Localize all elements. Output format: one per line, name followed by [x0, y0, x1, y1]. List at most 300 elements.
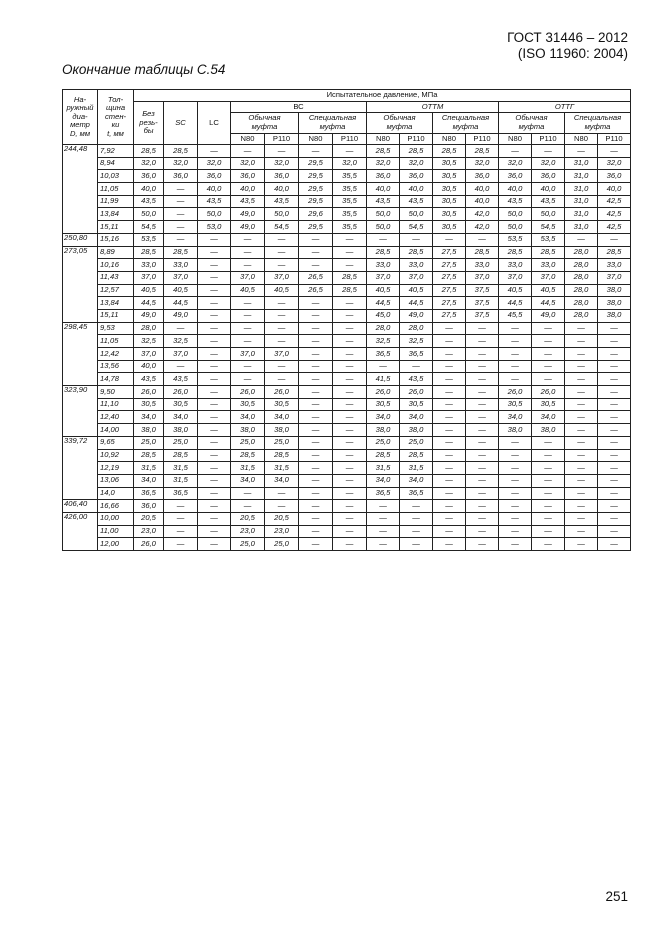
- cell-pressure: 38,0: [134, 424, 164, 437]
- cell-pressure: —: [299, 322, 333, 335]
- cell-pressure: —: [299, 449, 333, 462]
- cell-pressure: —: [299, 500, 333, 513]
- cell-pressure: 28,5: [231, 449, 265, 462]
- cell-pressure: —: [565, 233, 598, 246]
- cell-pressure: 34,0: [400, 474, 433, 487]
- cell-pressure: —: [164, 538, 198, 551]
- cell-pressure: —: [565, 373, 598, 386]
- cell-pressure: 33,0: [499, 259, 532, 272]
- cell-pressure: —: [565, 322, 598, 335]
- table-row: [63, 360, 631, 373]
- cell-pressure: —: [333, 525, 367, 538]
- cell-pressure: —: [565, 360, 598, 373]
- cell-pressure: —: [598, 360, 631, 373]
- cell-pressure: —: [433, 411, 466, 424]
- cell-pressure: 50,0: [367, 221, 400, 234]
- cell-pressure: —: [532, 360, 565, 373]
- cell-pressure: —: [466, 487, 499, 500]
- cell-thickness: 15,16: [98, 233, 134, 246]
- cell-pressure: —: [499, 474, 532, 487]
- diameter-line-1: На-: [73, 94, 87, 104]
- cell-pressure: —: [532, 436, 565, 449]
- sub-header-regular: Обычная муфта: [499, 113, 565, 134]
- grade-p110: P110: [333, 134, 367, 145]
- table-row: [63, 436, 631, 449]
- cell-pressure: 40,0: [466, 183, 499, 196]
- cell-pressure: 25,0: [134, 436, 164, 449]
- cell-pressure: 33,0: [367, 259, 400, 272]
- cell-pressure: 34,0: [499, 411, 532, 424]
- cell-pressure: 28,5: [333, 284, 367, 297]
- no-thread-line-1: Без: [142, 109, 155, 119]
- cell-pressure: 36,5: [134, 487, 164, 500]
- cell-pressure: —: [231, 246, 265, 259]
- cell-pressure: —: [466, 348, 499, 361]
- table-row: [63, 221, 631, 234]
- cell-pressure: 28,0: [565, 309, 598, 322]
- cell-pressure: 50,0: [532, 208, 565, 221]
- cell-pressure: —: [164, 525, 198, 538]
- cell-pressure: 50,0: [134, 208, 164, 221]
- cell-pressure: 50,0: [265, 208, 299, 221]
- cell-pressure: 50,0: [367, 208, 400, 221]
- cell-pressure: —: [433, 449, 466, 462]
- cell-pressure: 32,0: [499, 157, 532, 170]
- cell-pressure: 37,0: [499, 271, 532, 284]
- cell-pressure: —: [231, 233, 265, 246]
- cell-pressure: 44,5: [134, 297, 164, 310]
- cell-pressure: 50,0: [198, 208, 231, 221]
- table-caption: Окончание таблицы С.54: [62, 62, 226, 77]
- cell-pressure: —: [565, 411, 598, 424]
- cell-pressure: 27,5: [433, 297, 466, 310]
- cell-pressure: 28,0: [565, 297, 598, 310]
- cell-pressure: —: [433, 462, 466, 475]
- cell-pressure: 26,5: [299, 284, 333, 297]
- cell-thickness: 8,89: [98, 246, 134, 259]
- cell-pressure: —: [265, 500, 299, 513]
- cell-pressure: 43,5: [367, 195, 400, 208]
- cell-pressure: 29,5: [299, 183, 333, 196]
- col-header-diameter: [63, 90, 98, 145]
- cell-pressure: 49,0: [400, 309, 433, 322]
- cell-pressure: 26,0: [265, 386, 299, 399]
- cell-pressure: 44,5: [499, 297, 532, 310]
- cell-pressure: —: [565, 348, 598, 361]
- cell-pressure: 40,5: [231, 284, 265, 297]
- cell-pressure: 38,0: [532, 424, 565, 437]
- cell-pressure: 40,5: [367, 284, 400, 297]
- no-thread-line-2: резь-: [139, 117, 158, 127]
- cell-pressure: —: [433, 525, 466, 538]
- cell-pressure: —: [367, 512, 400, 525]
- cell-pressure: 28,0: [565, 246, 598, 259]
- cell-pressure: 28,5: [265, 449, 299, 462]
- cell-pressure: 49,0: [231, 208, 265, 221]
- table-row: [63, 297, 631, 310]
- cell-pressure: —: [565, 538, 598, 551]
- cell-pressure: 37,0: [231, 348, 265, 361]
- table-row: [63, 386, 631, 399]
- cell-pressure: —: [231, 335, 265, 348]
- cell-pressure: —: [532, 335, 565, 348]
- cell-pressure: 26,5: [299, 271, 333, 284]
- cell-pressure: 30,5: [532, 398, 565, 411]
- cell-pressure: —: [333, 398, 367, 411]
- cell-thickness: 13,84: [98, 297, 134, 310]
- cell-pressure: —: [532, 373, 565, 386]
- cell-pressure: —: [433, 322, 466, 335]
- grade-p110: P110: [598, 134, 631, 145]
- cell-pressure: —: [466, 538, 499, 551]
- cell-pressure: 32,0: [198, 157, 231, 170]
- cell-pressure: —: [265, 309, 299, 322]
- cell-pressure: 34,0: [231, 411, 265, 424]
- cell-pressure: —: [598, 538, 631, 551]
- cell-pressure: —: [466, 449, 499, 462]
- cell-pressure: 32,0: [265, 157, 299, 170]
- cell-pressure: 40,0: [400, 183, 433, 196]
- cell-pressure: —: [565, 474, 598, 487]
- cell-pressure: —: [499, 335, 532, 348]
- cell-pressure: 33,0: [164, 259, 198, 272]
- cell-pressure: 32,0: [367, 157, 400, 170]
- cell-thickness: 10,16: [98, 259, 134, 272]
- cell-pressure: —: [466, 512, 499, 525]
- col-header-lc: LC: [198, 102, 231, 145]
- cell-pressure: —: [367, 538, 400, 551]
- cell-pressure: 32,0: [466, 157, 499, 170]
- cell-pressure: —: [433, 474, 466, 487]
- table-row: [63, 246, 631, 259]
- cell-pressure: —: [466, 525, 499, 538]
- grade-n80: N80: [299, 134, 333, 145]
- grade-n80: N80: [433, 134, 466, 145]
- cell-thickness: 11,99: [98, 195, 134, 208]
- cell-pressure: —: [367, 500, 400, 513]
- thickness-line-1: Тол-: [107, 94, 124, 104]
- cell-pressure: 31,5: [134, 462, 164, 475]
- cell-pressure: 40,5: [499, 284, 532, 297]
- table-row: [63, 335, 631, 348]
- cell-thickness: 11,00: [98, 525, 134, 538]
- cell-pressure: —: [433, 500, 466, 513]
- cell-pressure: 44,5: [532, 297, 565, 310]
- cell-pressure: 32,5: [367, 335, 400, 348]
- cell-pressure: —: [299, 259, 333, 272]
- cell-pressure: 36,0: [134, 500, 164, 513]
- cell-pressure: —: [433, 373, 466, 386]
- cell-pressure: —: [299, 145, 333, 158]
- cell-pressure: 49,0: [164, 309, 198, 322]
- cell-pressure: 40,0: [598, 183, 631, 196]
- cell-pressure: —: [598, 233, 631, 246]
- cell-pressure: —: [433, 398, 466, 411]
- cell-pressure: 28,0: [565, 284, 598, 297]
- cell-pressure: —: [598, 348, 631, 361]
- iso-reference: (ISO 11960: 2004): [517, 46, 628, 61]
- cell-pressure: 30,5: [433, 208, 466, 221]
- table-row: [63, 183, 631, 196]
- cell-pressure: 28,5: [164, 145, 198, 158]
- cell-thickness: 16,66: [98, 500, 134, 513]
- cell-pressure: —: [333, 436, 367, 449]
- table-row: [63, 195, 631, 208]
- cell-pressure: 49,0: [231, 221, 265, 234]
- cell-pressure: —: [499, 462, 532, 475]
- table-row: [63, 474, 631, 487]
- cell-thickness: 10,92: [98, 449, 134, 462]
- cell-pressure: 28,5: [164, 246, 198, 259]
- cell-pressure: 43,5: [499, 195, 532, 208]
- cell-pressure: —: [400, 512, 433, 525]
- cell-pressure: 33,0: [532, 259, 565, 272]
- cell-pressure: 28,0: [367, 322, 400, 335]
- cell-diameter: 244,48: [63, 145, 98, 234]
- cell-pressure: 28,5: [400, 246, 433, 259]
- cell-pressure: 25,0: [265, 436, 299, 449]
- cell-pressure: 35,5: [333, 208, 367, 221]
- cell-pressure: 40,0: [265, 183, 299, 196]
- table-row: [63, 208, 631, 221]
- cell-pressure: —: [466, 436, 499, 449]
- cell-thickness: 15,11: [98, 309, 134, 322]
- cell-pressure: 36,5: [367, 487, 400, 500]
- cell-pressure: —: [164, 360, 198, 373]
- cell-pressure: —: [333, 348, 367, 361]
- cell-pressure: —: [598, 500, 631, 513]
- cell-thickness: 12,40: [98, 411, 134, 424]
- cell-pressure: —: [532, 474, 565, 487]
- cell-pressure: —: [499, 538, 532, 551]
- cell-pressure: 28,5: [134, 246, 164, 259]
- cell-pressure: —: [532, 525, 565, 538]
- cell-pressure: 31,5: [265, 462, 299, 475]
- cell-pressure: —: [598, 398, 631, 411]
- cell-pressure: 43,5: [134, 373, 164, 386]
- cell-pressure: —: [499, 373, 532, 386]
- cell-pressure: 43,5: [400, 373, 433, 386]
- cell-pressure: 37,0: [367, 271, 400, 284]
- cell-pressure: —: [198, 348, 231, 361]
- cell-pressure: 33,0: [466, 259, 499, 272]
- cell-pressure: 43,5: [400, 195, 433, 208]
- cell-pressure: 40,0: [466, 195, 499, 208]
- cell-pressure: 33,0: [400, 259, 433, 272]
- cell-pressure: —: [299, 360, 333, 373]
- cell-pressure: 26,0: [367, 386, 400, 399]
- table-row: [63, 322, 631, 335]
- table-row: [63, 271, 631, 284]
- cell-pressure: 53,0: [198, 221, 231, 234]
- table-row: [63, 259, 631, 272]
- cell-pressure: —: [499, 512, 532, 525]
- cell-pressure: —: [333, 424, 367, 437]
- cell-pressure: —: [466, 424, 499, 437]
- cell-pressure: 28,5: [333, 271, 367, 284]
- cell-pressure: —: [299, 487, 333, 500]
- cell-pressure: 26,0: [164, 386, 198, 399]
- cell-pressure: 43,5: [532, 195, 565, 208]
- cell-thickness: 11,05: [98, 335, 134, 348]
- cell-pressure: 38,0: [400, 424, 433, 437]
- cell-pressure: —: [231, 360, 265, 373]
- cell-pressure: 36,0: [134, 170, 164, 183]
- cell-pressure: 50,0: [499, 208, 532, 221]
- cell-pressure: —: [198, 398, 231, 411]
- cell-pressure: 50,0: [499, 221, 532, 234]
- group-header-ottg: ОТТГ: [499, 102, 631, 113]
- cell-pressure: —: [164, 221, 198, 234]
- cell-pressure: 27,5: [433, 259, 466, 272]
- cell-pressure: —: [532, 322, 565, 335]
- cell-pressure: —: [299, 348, 333, 361]
- cell-pressure: —: [198, 145, 231, 158]
- cell-pressure: —: [198, 500, 231, 513]
- cell-thickness: 7,92: [98, 145, 134, 158]
- cell-pressure: —: [565, 512, 598, 525]
- grade-p110: P110: [265, 134, 299, 145]
- cell-pressure: —: [532, 500, 565, 513]
- cell-pressure: —: [598, 449, 631, 462]
- cell-pressure: —: [231, 309, 265, 322]
- cell-pressure: —: [333, 538, 367, 551]
- cell-pressure: —: [231, 373, 265, 386]
- cell-pressure: —: [198, 259, 231, 272]
- cell-pressure: —: [598, 322, 631, 335]
- cell-pressure: —: [433, 424, 466, 437]
- cell-pressure: —: [265, 246, 299, 259]
- cell-pressure: 34,0: [367, 474, 400, 487]
- thickness-line-4: ки: [111, 120, 120, 130]
- cell-pressure: 40,0: [367, 183, 400, 196]
- document-header: [507, 30, 628, 62]
- cell-pressure: 31,5: [164, 474, 198, 487]
- cell-thickness: 14,00: [98, 424, 134, 437]
- cell-pressure: 25,0: [231, 538, 265, 551]
- cell-pressure: —: [299, 309, 333, 322]
- cell-pressure: 44,5: [400, 297, 433, 310]
- cell-pressure: —: [333, 512, 367, 525]
- cell-pressure: —: [265, 145, 299, 158]
- cell-thickness: 8,94: [98, 157, 134, 170]
- cell-pressure: 28,5: [367, 449, 400, 462]
- cell-pressure: —: [231, 487, 265, 500]
- cell-pressure: 40,0: [499, 183, 532, 196]
- cell-pressure: —: [198, 487, 231, 500]
- cell-thickness: 9,53: [98, 322, 134, 335]
- diameter-line-5: D, мм: [69, 128, 91, 138]
- cell-pressure: —: [333, 373, 367, 386]
- cell-pressure: —: [299, 512, 333, 525]
- cell-pressure: 30,5: [265, 398, 299, 411]
- cell-pressure: 43,5: [231, 195, 265, 208]
- table-row: [63, 538, 631, 551]
- cell-pressure: —: [400, 233, 433, 246]
- cell-pressure: 50,0: [400, 208, 433, 221]
- cell-pressure: 30,5: [433, 221, 466, 234]
- cell-pressure: 42,5: [598, 195, 631, 208]
- cell-pressure: 43,5: [198, 195, 231, 208]
- cell-pressure: 28,5: [400, 449, 433, 462]
- cell-pressure: 38,0: [598, 297, 631, 310]
- cell-pressure: —: [466, 322, 499, 335]
- cell-pressure: 42,5: [598, 221, 631, 234]
- cell-pressure: —: [198, 360, 231, 373]
- cell-pressure: —: [265, 487, 299, 500]
- cell-pressure: 36,0: [231, 170, 265, 183]
- cell-pressure: —: [333, 335, 367, 348]
- cell-pressure: 35,5: [333, 183, 367, 196]
- cell-pressure: 36,0: [598, 170, 631, 183]
- cell-diameter: 250,80: [63, 233, 98, 246]
- cell-pressure: 37,0: [400, 271, 433, 284]
- cell-pressure: 37,5: [466, 297, 499, 310]
- cell-pressure: 23,0: [231, 525, 265, 538]
- grade-p110: P110: [532, 134, 565, 145]
- cell-pressure: 37,0: [466, 271, 499, 284]
- cell-pressure: 20,5: [231, 512, 265, 525]
- cell-pressure: —: [333, 145, 367, 158]
- cell-pressure: —: [164, 512, 198, 525]
- cell-diameter: 339,72: [63, 436, 98, 499]
- cell-pressure: —: [598, 373, 631, 386]
- sub-header-special: Специальная муфта: [433, 113, 499, 134]
- cell-pressure: —: [231, 259, 265, 272]
- cell-pressure: 38,0: [598, 284, 631, 297]
- col-header-sc: SC: [164, 102, 198, 145]
- cell-pressure: 40,0: [134, 360, 164, 373]
- col-header-no-thread: [134, 102, 164, 145]
- cell-pressure: 43,5: [164, 373, 198, 386]
- cell-pressure: 28,5: [499, 246, 532, 259]
- cell-pressure: —: [333, 309, 367, 322]
- cell-pressure: 45,0: [367, 309, 400, 322]
- cell-pressure: 29,5: [299, 157, 333, 170]
- cell-pressure: 30,5: [134, 398, 164, 411]
- cell-pressure: 30,5: [433, 183, 466, 196]
- cell-pressure: 40,0: [231, 183, 265, 196]
- table-row: [63, 525, 631, 538]
- cell-pressure: —: [367, 525, 400, 538]
- table-body: [63, 145, 631, 551]
- cell-pressure: —: [333, 487, 367, 500]
- grade-n80: N80: [565, 134, 598, 145]
- cell-pressure: 35,5: [333, 221, 367, 234]
- cell-pressure: —: [198, 271, 231, 284]
- cell-pressure: 37,0: [598, 271, 631, 284]
- cell-pressure: —: [198, 411, 231, 424]
- cell-pressure: —: [164, 195, 198, 208]
- cell-diameter: 323,90: [63, 386, 98, 437]
- cell-pressure: 30,5: [400, 398, 433, 411]
- cell-pressure: —: [265, 335, 299, 348]
- cell-pressure: 31,0: [565, 208, 598, 221]
- cell-pressure: —: [333, 411, 367, 424]
- cell-pressure: 37,0: [134, 271, 164, 284]
- cell-pressure: 37,0: [134, 348, 164, 361]
- cell-pressure: 26,0: [134, 538, 164, 551]
- cell-thickness: 13,06: [98, 474, 134, 487]
- cell-thickness: 12,42: [98, 348, 134, 361]
- cell-pressure: 32,0: [231, 157, 265, 170]
- cell-pressure: —: [299, 538, 333, 551]
- cell-pressure: —: [499, 322, 532, 335]
- table-row: [63, 411, 631, 424]
- cell-pressure: 29,5: [299, 195, 333, 208]
- cell-pressure: 32,0: [532, 157, 565, 170]
- cell-pressure: —: [433, 348, 466, 361]
